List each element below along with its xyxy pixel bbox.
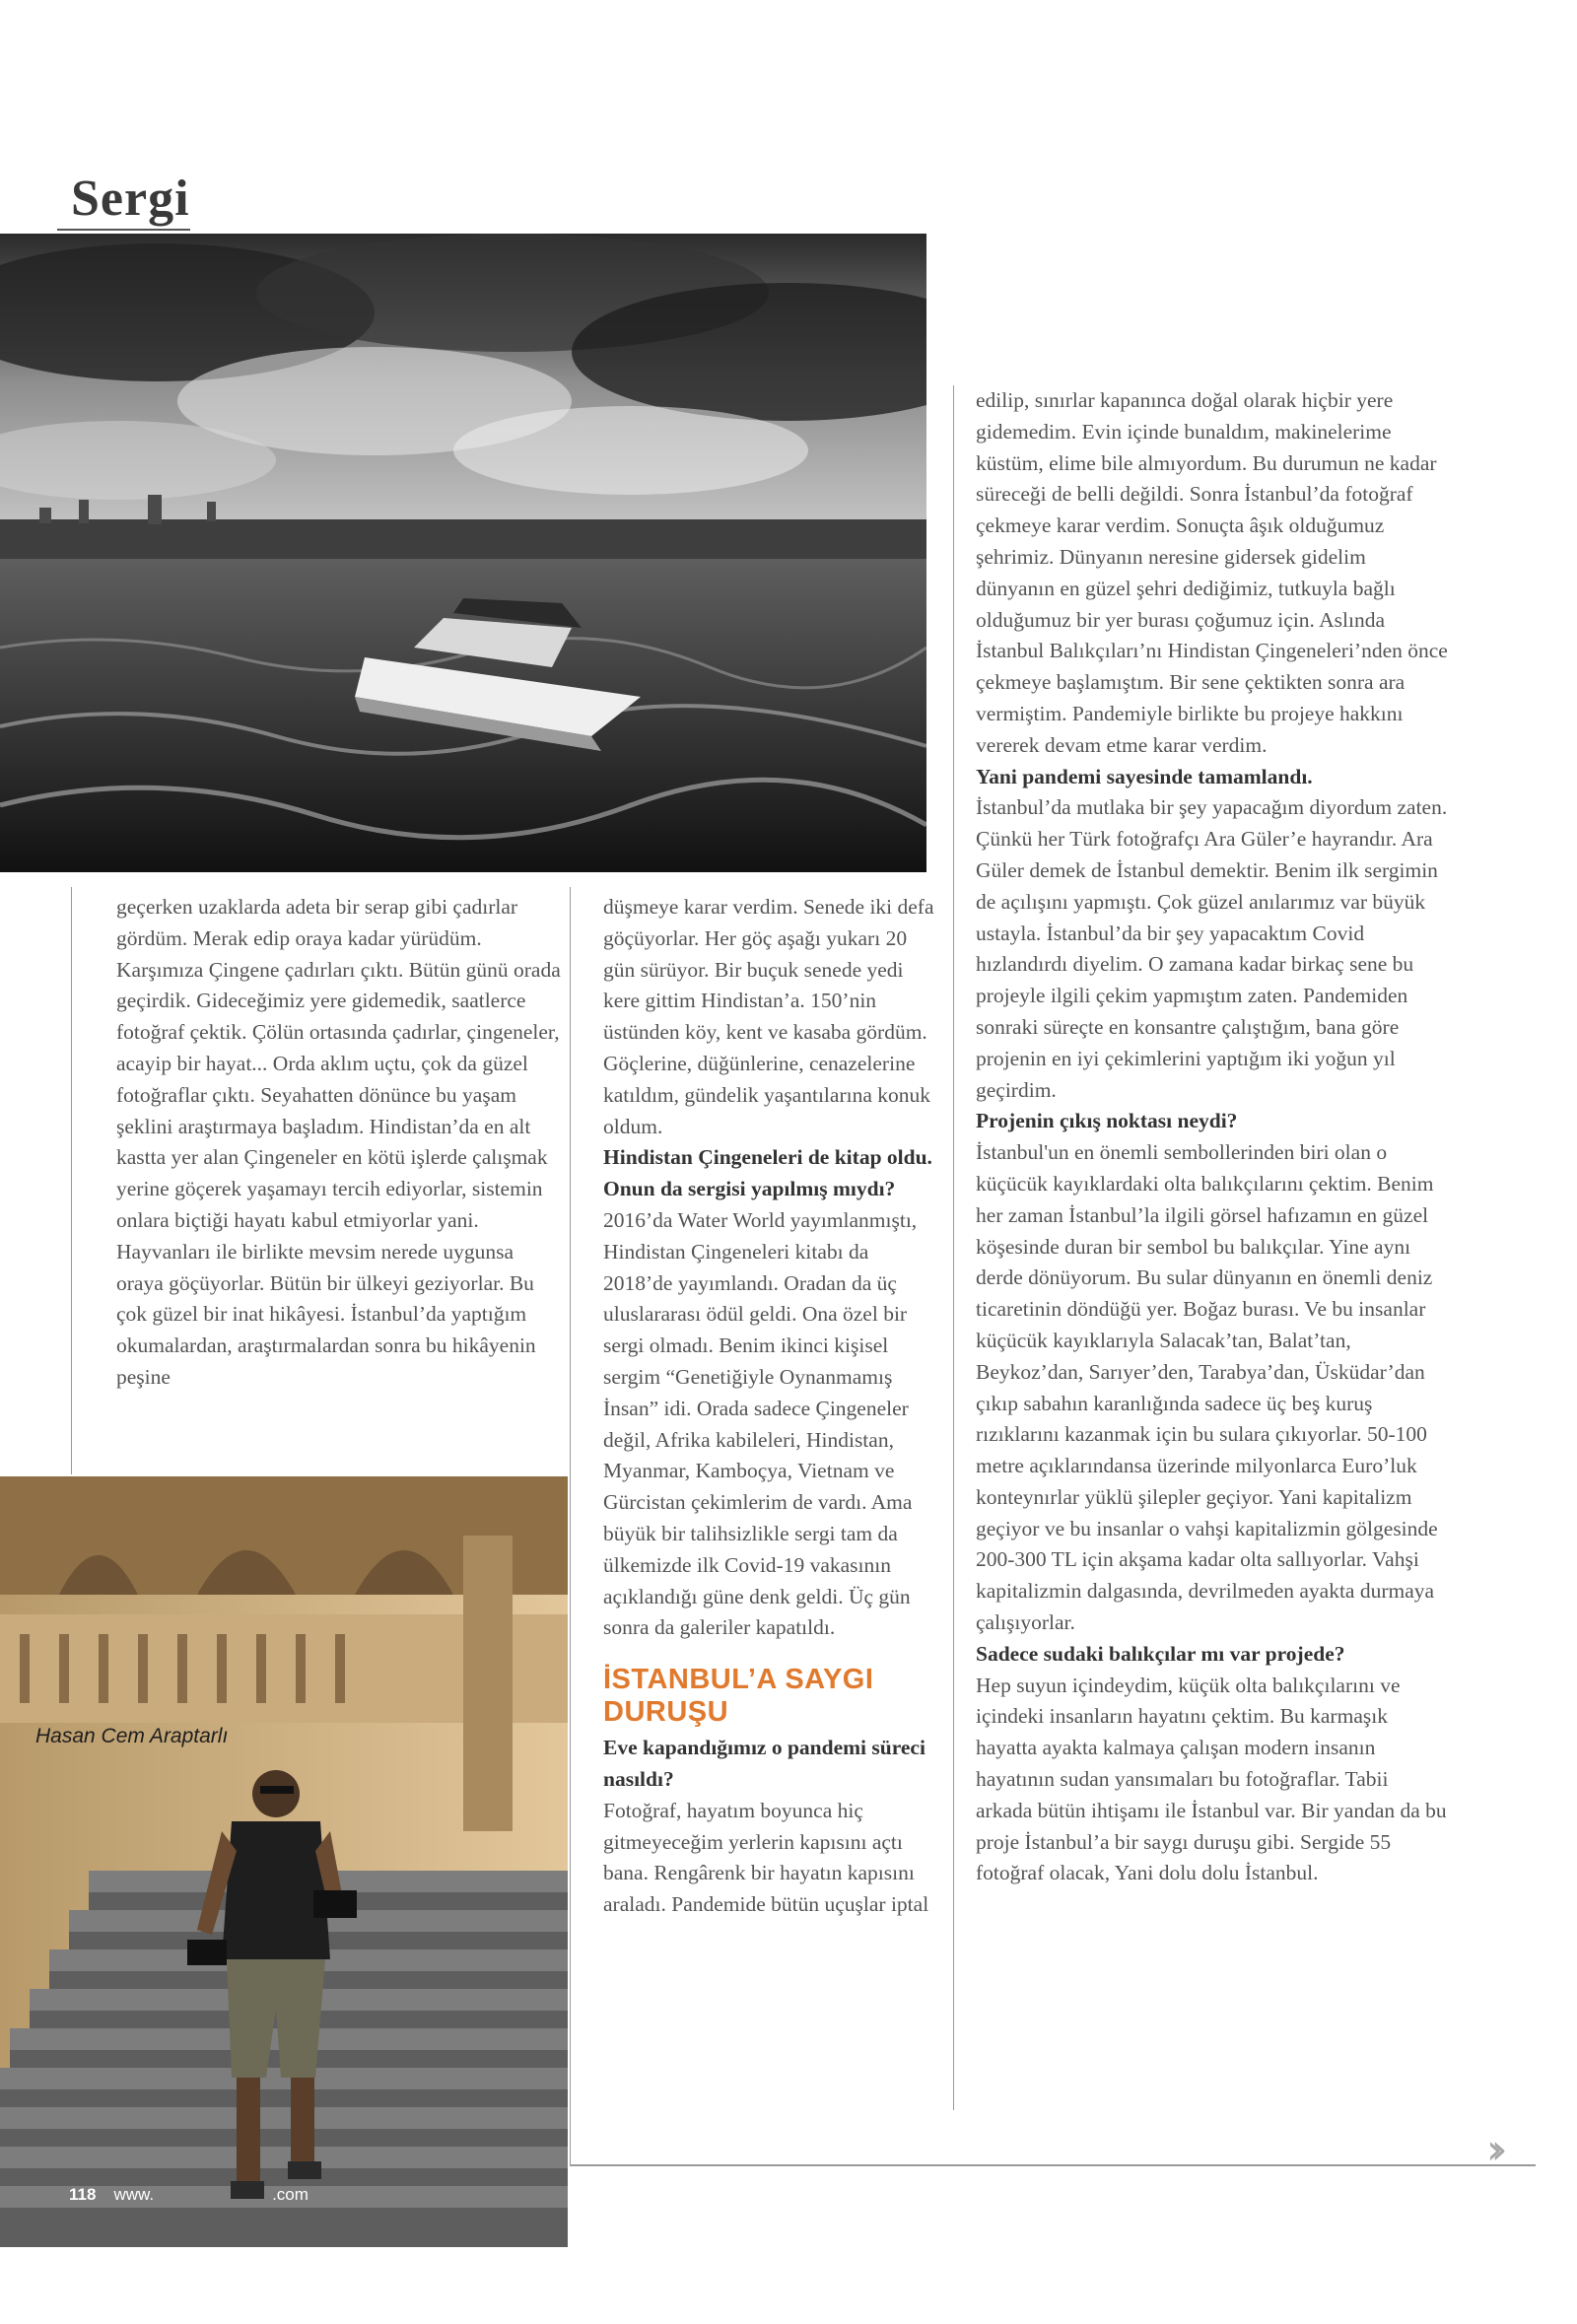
body-paragraph: düşmeye karar verdim. Senede iki defa göçüyorlar. Her göç aşağı yukarı 20 gün sürüyor. Bir buçuk senede yedi kere gittim Hindistan’a. 150’nin üstünden köy, kent ve kasaba gördüm. Göçlerine, düğünlerine, cenazelerine katıldım, gündelik yaşantılarına konuk oldum. [603, 895, 934, 1138]
body-paragraph: geçerken uzaklarda adeta bir serap gibi çadırlar gördüm. Merak edip oraya kadar yürüdüm. Karşımıza Çingene çadırları çıktı. Bütün günü orada geçirdik. Gideceğimiz yere gidemedik, saatlerce fotoğraf çektik. Çölün ortasında çadırlar, çingeneler, acayip bir hayat... Orda aklım uçtu, çok da güzel fotoğraflar çıktı. Seyahatten dönünce bu yaşam şeklini araştırmaya başladım. Hindistan’da en alt kastta yer alan Çingeneler en kötü işlerde çalışmak yerine göçerek yaşamayı tercih ediyorlar, sistemin onlara biçtiği hayatı kabul etmiyorlar yani. Hayvanları ile birlikte mevsim nerede uygunsa oraya göçüyorlar. Bütün bir ülkeyi geziyorlar. Bu çok güzel bir inat hikâyesi. İstanbul’da yaptığım okumalardan, araştırmalardan sonra bu hikâyenin peşine [116, 895, 561, 1389]
double-chevron-right-icon: ›› [1486, 2125, 1496, 2173]
interview-question: Sadece sudaki balıkçılar mı var projede? [976, 1641, 1345, 1666]
bottom-rule [570, 2164, 1536, 2166]
body-paragraph: İstanbul'un en önemli sembollerinden biri olan o küçücük kayıklardaki olta balıkçılarını çektim. Benim her zaman İstanbul’la ilgili görsel hafızamın en güzel köşesinde duran bir sembol bu balıkçılar. Yine aynı derde dönüyorum. Bu sular dünyanın en önemli deniz ticaretinin döndüğü yer. Boğaz burası. Ve bu insanlar küçücük kayıklarıyla Salacak’tan, Balat’tan, Beykoz’dan, Sarıyer’den, Tarabya’dan, Üsküdar’dan çıkıp sabahın karanlığında sadece üç beş kuruş rızıklarını kazanmak için bu sulara çıkıyorlar. 50-100 metre açıklarındansa üzerinde milyonlarca Euro’luk konteynırlar yüklü şilepler geçiyor. Yani kapitalizm geçiyor ve bu insanlar o vahşi kapitalizmin gölgesinde 200-300 TL için akşama kadar olta sallıyorlar. Vahşi kapitalizmin dalgasında, devrilmeden ayakta durmaya çalışıyorlar. [976, 1140, 1438, 1635]
column-2 [603, 892, 938, 1921]
column-divider-left [71, 887, 72, 1474]
page-footer [69, 2185, 309, 2205]
photo-caption: Hasan Cem Araptarlı [35, 1725, 229, 1747]
body-paragraph: İstanbul’da mutlaka bir şey yapacağım diyordum zaten. Çünkü her Türk fotoğrafçı Ara Güler’e hayrandır. Ara Güler demek de İstanbul demektir. Benim ilk sergimin de açılışını yapmıştı. Çok güzel anılarımız var büyük ustayla. İstanbul’da bir şey yapacaktım Covid hızlandırdı diyelim. O zamana kadar birkaç sene bu projeyle ilgili çekim yapmıştım zaten. Pandemiden sonraki süreçte en konsantre çalıştığım, bana göre projenin en iyi çekimlerini yaptığım iki yoğun yıl geçirdim. [976, 795, 1448, 1102]
column-1 [116, 892, 566, 1394]
website-suffix: .com [272, 2185, 309, 2204]
boat-photo [0, 234, 926, 872]
interview-question: Yani pandemi sayesinde tamamlandı. [976, 764, 1313, 788]
section-title: Sergi [71, 171, 190, 227]
column-divider-middle [570, 887, 571, 2164]
photographer-photo [0, 1476, 568, 2247]
interview-question: Eve kapandığımız o pandemi süreci nasıldı? [603, 1736, 926, 1791]
body-paragraph: Hep suyun içindeydim, küçük olta balıkçılarını ve içindeki insanların hayatını çektim. Bu karmaşık hayatta ayakta kalmaya çalışan modern insanın hayatının sudan yansımaları bu fotoğraflar. Tabii arkada bütün ihtişamı ile İstanbul var. Bir yandan da bu proje İstanbul’a bir saygı duruşu gibi. Sergide 55 fotoğraf olacak, Yani dolu dolu İstanbul. [976, 1673, 1447, 1885]
column-3 [976, 385, 1449, 1889]
title-underline [57, 229, 190, 231]
website-prefix: www. [113, 2185, 155, 2204]
column-divider-right [953, 385, 954, 2110]
body-paragraph: Fotoğraf, hayatım boyunca hiç gitmeyeceğim yerlerin kapısını açtı bana. Rengârenk bir hayatın kapısını araladı. Pandemide bütün uçuşlar iptal [603, 1798, 929, 1917]
body-paragraph: edilip, sınırlar kapanınca doğal olarak hiçbir yere gidemedim. Evin içinde bunaldım, makinelerime küstüm, elime bile almıyordum. Bu durumun ne kadar süreceği de belli değildi. Sonra İstanbul’da fotoğraf çekmeye karar verdim. Sonuçta âşık olduğumuz şehrimiz. Dünyanın neresine gidersek gidelim dünyanın en güzel şehri dediğimiz, tutkuyla bağlı olduğumuz bir yer burası çoğumuz için. Aslında İstanbul Balıkçıları’nı Hindistan Çingeneleri’nden önce çekmeye başlamıştım. Bir sene çektikten sonra ara vermiştim. Pandemiyle birlikte bu projeye hakkını vererek devam etme karar verdim. [976, 388, 1448, 757]
subheading: İSTANBUL’A SAYGI DURUŞU [603, 1664, 874, 1729]
interview-question: Projenin çıkış noktası neydi? [976, 1109, 1238, 1133]
page-number: 118 [69, 2185, 97, 2204]
interview-question: Hindistan Çingeneleri de kitap oldu. Onun da sergisi yapılmış mıydı? [603, 1145, 932, 1201]
body-paragraph: 2016’da Water World yayımlanmıştı, Hindistan Çingeneleri kitabı da 2018’de yayımlandı. Oradan da üç uluslararası ödül geldi. Ona özel bir sergi olmadı. Benim ikinci kişisel sergim “Genetiğiyle Oynanmamış İnsan” idi. Orada sadece Çingeneler değil, Afrika kabileleri, Hindistan, Myanmar, Kamboçya, Vietnam ve Gürcistan çekimlerim de vardı. Ama büyük bir talihsizlikle sergi tam da ülkemizde ilk Covid-19 vakasının açıklandığı güne denk geldi. Üç gün sonra da galeriler kapatıldı. [603, 1207, 918, 1640]
